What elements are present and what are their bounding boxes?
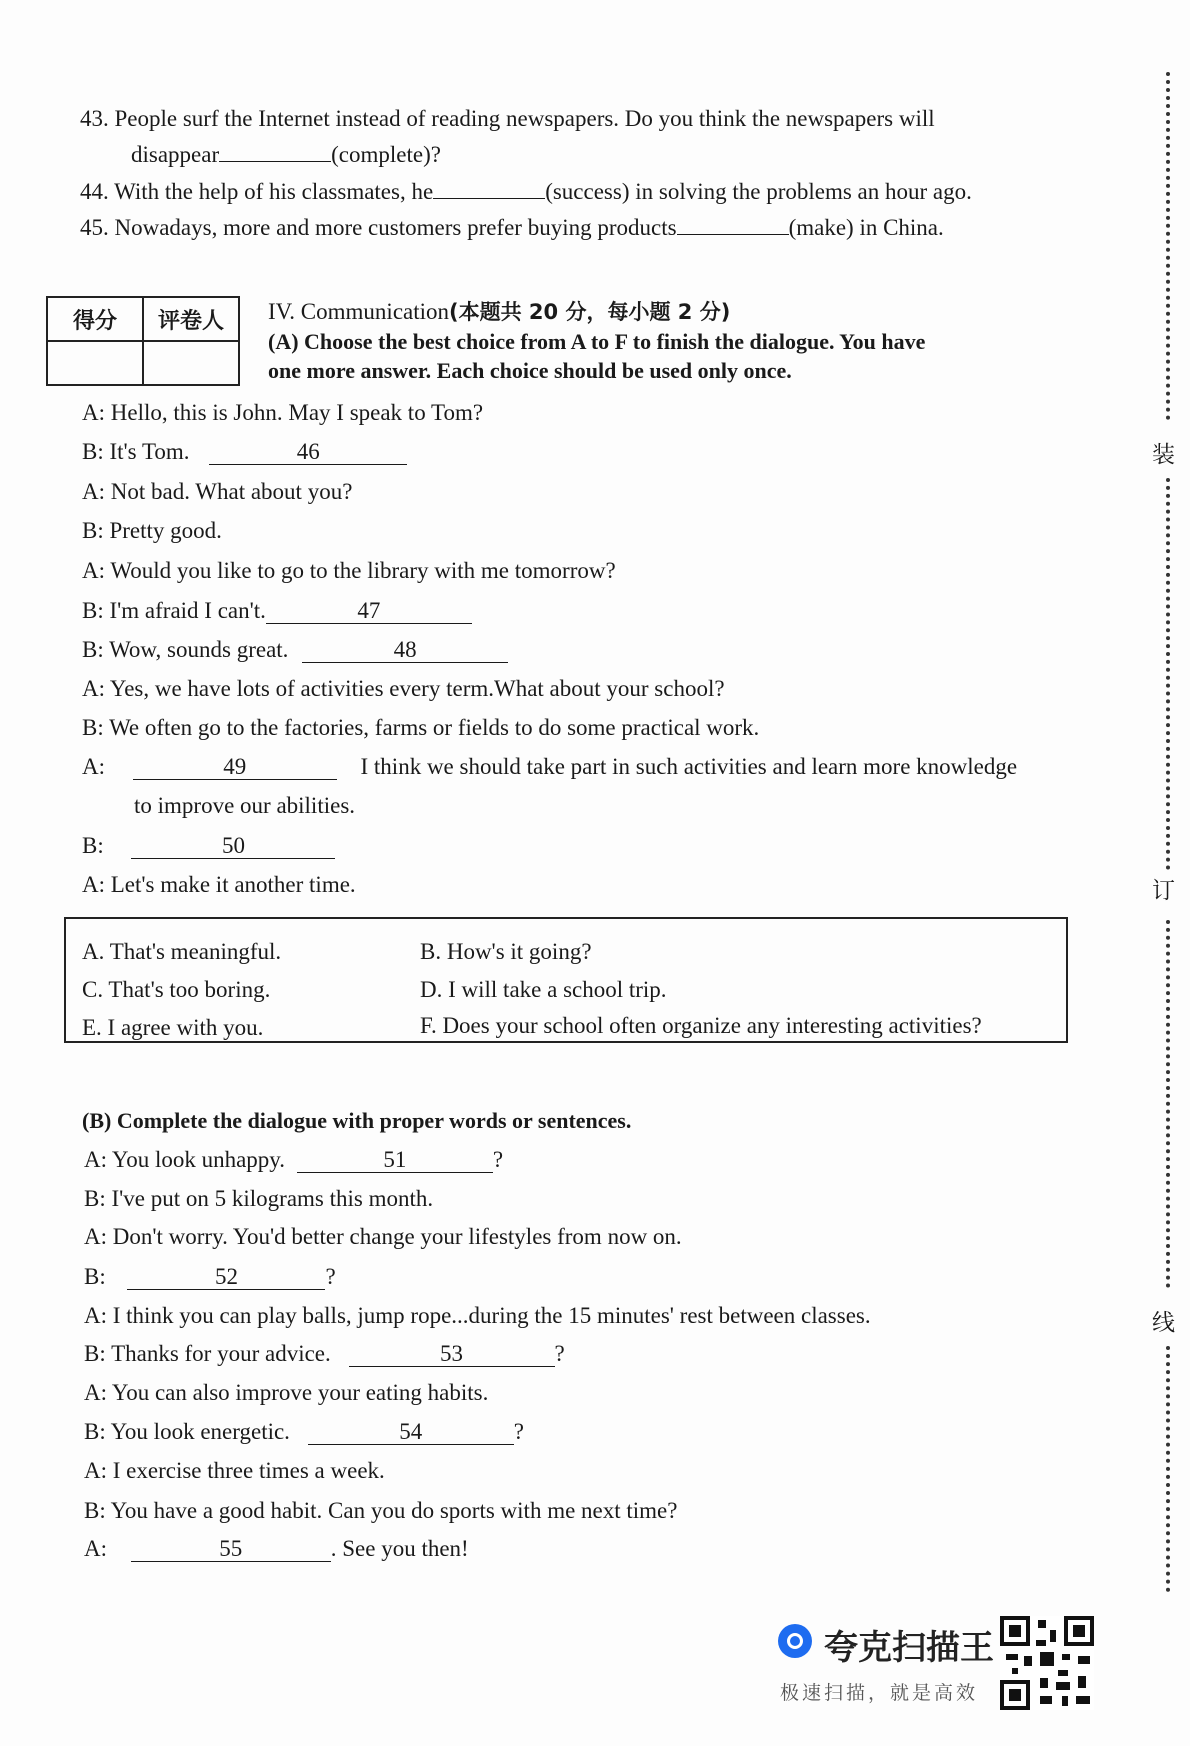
answer-blank-45[interactable]	[677, 234, 789, 235]
dialogue-b-line-1: A: You look unhappy. 51 ?	[84, 1147, 504, 1172]
binding-line-segment-4	[1166, 1346, 1170, 1592]
item-43-cont: disappear (complete)?	[131, 142, 441, 167]
margin-label-xian: 线	[1152, 1310, 1175, 1336]
dialogue-b-line-3: A: Don't worry. You'd better change your lifestyles from now on.	[84, 1224, 682, 1249]
part-a-instruction-1: (A) Choose the best choice from A to F to finish the dialogue. You have	[268, 329, 926, 354]
answer-blank-52[interactable]: 52	[127, 1265, 325, 1290]
item-44: 44. With the help of his classmates, he (success) in solving the problems an hour ago.	[80, 179, 972, 204]
answer-blank-49[interactable]: 49	[133, 755, 337, 780]
answer-blank-54[interactable]: 54	[308, 1420, 514, 1445]
dialogue-b-line-4: B: 52 ?	[84, 1264, 336, 1289]
answer-blank-47[interactable]: 47	[266, 599, 472, 624]
item-43: 43. People surf the Internet instead of reading newspapers. Do you think the newspapers will	[80, 106, 935, 131]
grader-cell[interactable]	[143, 341, 239, 385]
part-a-instruction-2: one more answer. Each choice should be used only once.	[268, 358, 792, 383]
dialogue-a-line-2: B: It's Tom. 46	[82, 437, 407, 467]
dialogue-b-line-9: A: I exercise three times a week.	[84, 1458, 385, 1483]
answer-blank-44[interactable]	[433, 198, 545, 199]
option-a: A. That's meaningful.	[82, 939, 282, 964]
dialogue-a-line-4: B: Pretty good.	[82, 518, 222, 543]
answer-blank-50[interactable]: 50	[131, 834, 335, 859]
grader-label: 评卷人	[143, 297, 239, 341]
dialogue-a-line-3: A: Not bad. What about you?	[82, 479, 353, 504]
dialogue-b-line-7: A: You can also improve your eating habits.	[84, 1380, 489, 1405]
dialogue-b-line-10: B: You have a good habit. Can you do sports with me next time?	[84, 1498, 678, 1523]
answer-blank-53[interactable]: 53	[349, 1342, 555, 1367]
option-f: F. Does your school often organize any interesting activities?	[420, 1013, 982, 1038]
binding-line-segment-2	[1166, 478, 1170, 870]
dialogue-a-line-7: B: Wow, sounds great. 48	[82, 635, 508, 665]
qr-code-icon[interactable]	[1000, 1616, 1094, 1710]
dialogue-a-line-1: A: Hello, this is John. May I speak to Tom?	[82, 400, 484, 425]
dialogue-b-line-5: A: I think you can play balls, jump rope...during the 15 minutes' rest between classes.	[84, 1303, 871, 1328]
answer-blank-51[interactable]: 51	[297, 1148, 493, 1173]
answer-blank-43[interactable]	[219, 161, 331, 162]
margin-label-zhuang: 装	[1152, 442, 1175, 468]
binding-line-segment-1	[1166, 72, 1170, 420]
option-e: E. I agree with you.	[82, 1015, 264, 1040]
dialogue-b-line-2: B: I've put on 5 kilograms this month.	[84, 1186, 434, 1211]
options-box	[64, 917, 1068, 1043]
dialogue-b-line-6: B: Thanks for your advice. 53 ?	[84, 1341, 565, 1366]
dialogue-a-line-9: B: We often go to the factories, farms or fields to do some practical work.	[82, 715, 760, 740]
answer-blank-55[interactable]: 55	[131, 1537, 331, 1562]
dialogue-b-line-11: A: 55 . See you then!	[84, 1536, 469, 1561]
dialogue-a-line-6: B: I'm afraid I can't. 47	[82, 596, 472, 626]
watermark-name: 夸克扫描王	[824, 1628, 994, 1668]
margin-label-ding: 订	[1152, 878, 1175, 904]
option-d: D. I will take a school trip.	[420, 977, 667, 1002]
item-45: 45. Nowadays, more and more customers prefer buying products (make) in China.	[80, 215, 944, 240]
option-c: C. That's too boring.	[82, 977, 271, 1002]
watermark-slogan: 极速扫描，就是高效	[780, 1682, 979, 1704]
dialogue-a-line-10-cont: to improve our abilities.	[134, 793, 356, 818]
score-cell[interactable]	[47, 341, 143, 385]
answer-blank-48[interactable]: 48	[302, 638, 508, 663]
dialogue-a-line-12: A: Let's make it another time.	[82, 872, 356, 897]
dialogue-a-line-10: A: 49 I think we should take part in such activities and learn more knowledge	[82, 754, 1018, 779]
option-b: B. How's it going?	[420, 939, 592, 964]
part-b-instruction: (B) Complete the dialogue with proper words or sentences.	[82, 1108, 632, 1133]
score-table	[46, 296, 240, 386]
binding-line-segment-3	[1166, 920, 1170, 1288]
dialogue-a-line-5: A: Would you like to go to the library with me tomorrow?	[82, 558, 616, 583]
section-title: IV. Communication(本题共 20 分，每小题 2 分)	[268, 299, 731, 324]
dialogue-a-line-8: A: Yes, we have lots of activities every term.What about your school?	[82, 676, 725, 701]
dialogue-a-line-11: B: 50	[82, 831, 335, 861]
answer-blank-46[interactable]: 46	[209, 440, 407, 465]
score-label: 得分	[47, 297, 143, 341]
quark-logo-icon	[778, 1624, 812, 1658]
dialogue-b-line-8: B: You look energetic. 54 ?	[84, 1419, 524, 1444]
